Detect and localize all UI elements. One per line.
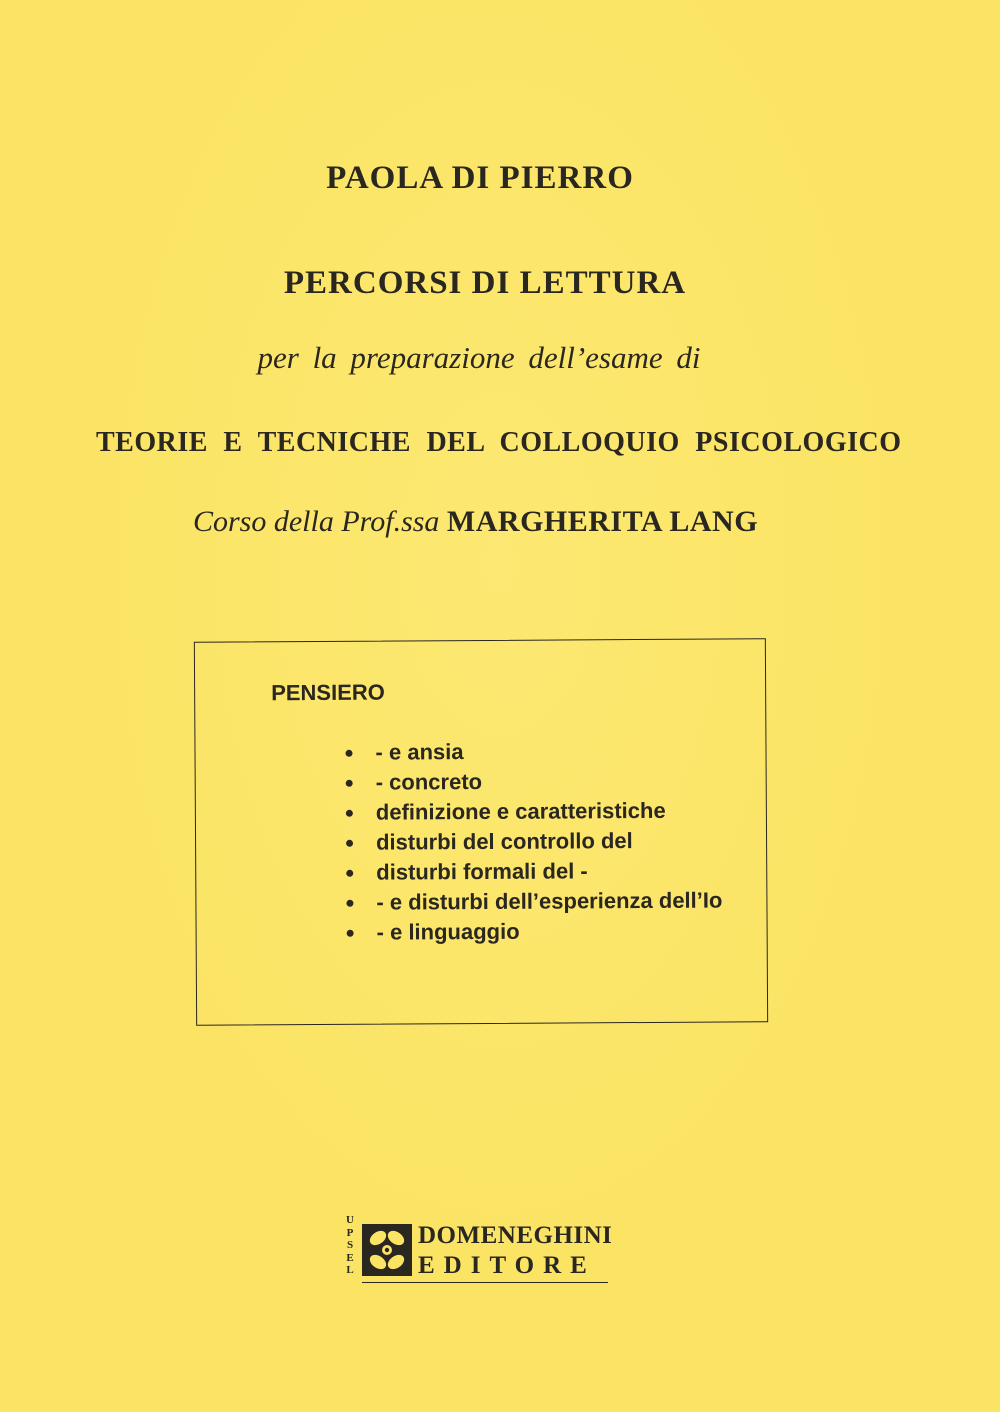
bullet-icon bbox=[346, 780, 353, 787]
course-name: TEORIE E TECNICHE DEL COLLOQUIO PSICOLOGICO bbox=[96, 427, 902, 458]
series-letters bbox=[344, 1214, 356, 1277]
list-item bbox=[346, 885, 746, 917]
list-item bbox=[346, 795, 746, 827]
list-item bbox=[345, 735, 745, 767]
series-letter: P bbox=[346, 1226, 354, 1239]
series-letter: E bbox=[346, 1251, 354, 1264]
topics-box bbox=[194, 638, 768, 1025]
professor-name: MARGHERITA LANG bbox=[446, 505, 759, 538]
book-subtitle: per la preparazione dell’esame di bbox=[257, 340, 701, 375]
list-item-label: disturbi del controllo del bbox=[375, 828, 633, 855]
list-item-label: - e ansia bbox=[375, 739, 464, 765]
list-item bbox=[347, 915, 747, 947]
professor-prefix: Corso della Prof.ssa bbox=[193, 505, 440, 538]
list-item bbox=[346, 765, 746, 797]
bullet-icon bbox=[346, 900, 353, 907]
series-letter: L bbox=[346, 1264, 354, 1276]
series-letter: U bbox=[346, 1214, 354, 1226]
bullet-icon bbox=[347, 930, 354, 937]
topics-list bbox=[345, 735, 746, 947]
bullet-icon bbox=[345, 750, 352, 757]
author-name: PAOLA DI PIERRO bbox=[326, 160, 634, 196]
list-item-label: disturbi formali del - bbox=[376, 858, 588, 885]
list-item-label: - e disturbi dell’esperienza dell’Io bbox=[376, 887, 723, 915]
list-item bbox=[346, 855, 746, 887]
publisher-subname: EDITORE bbox=[418, 1252, 596, 1279]
publisher-divider bbox=[362, 1282, 608, 1283]
list-item bbox=[346, 825, 746, 857]
publisher-name: DOMENEGHINI bbox=[418, 1222, 613, 1249]
list-item-label: - concreto bbox=[375, 768, 483, 795]
publisher-logo-icon bbox=[362, 1224, 412, 1276]
series-letter: S bbox=[346, 1239, 354, 1251]
professor-line bbox=[193, 505, 813, 539]
bullet-icon bbox=[346, 840, 353, 847]
bullet-icon bbox=[346, 810, 353, 817]
list-item-label: definizione e caratteristiche bbox=[375, 797, 666, 825]
bullet-icon bbox=[346, 870, 353, 877]
list-item-label: - e linguaggio bbox=[376, 918, 520, 945]
publisher-block bbox=[344, 1214, 614, 1286]
topics-heading: PENSIERO bbox=[271, 679, 385, 706]
book-title: PERCORSI DI LETTURA bbox=[283, 265, 687, 301]
